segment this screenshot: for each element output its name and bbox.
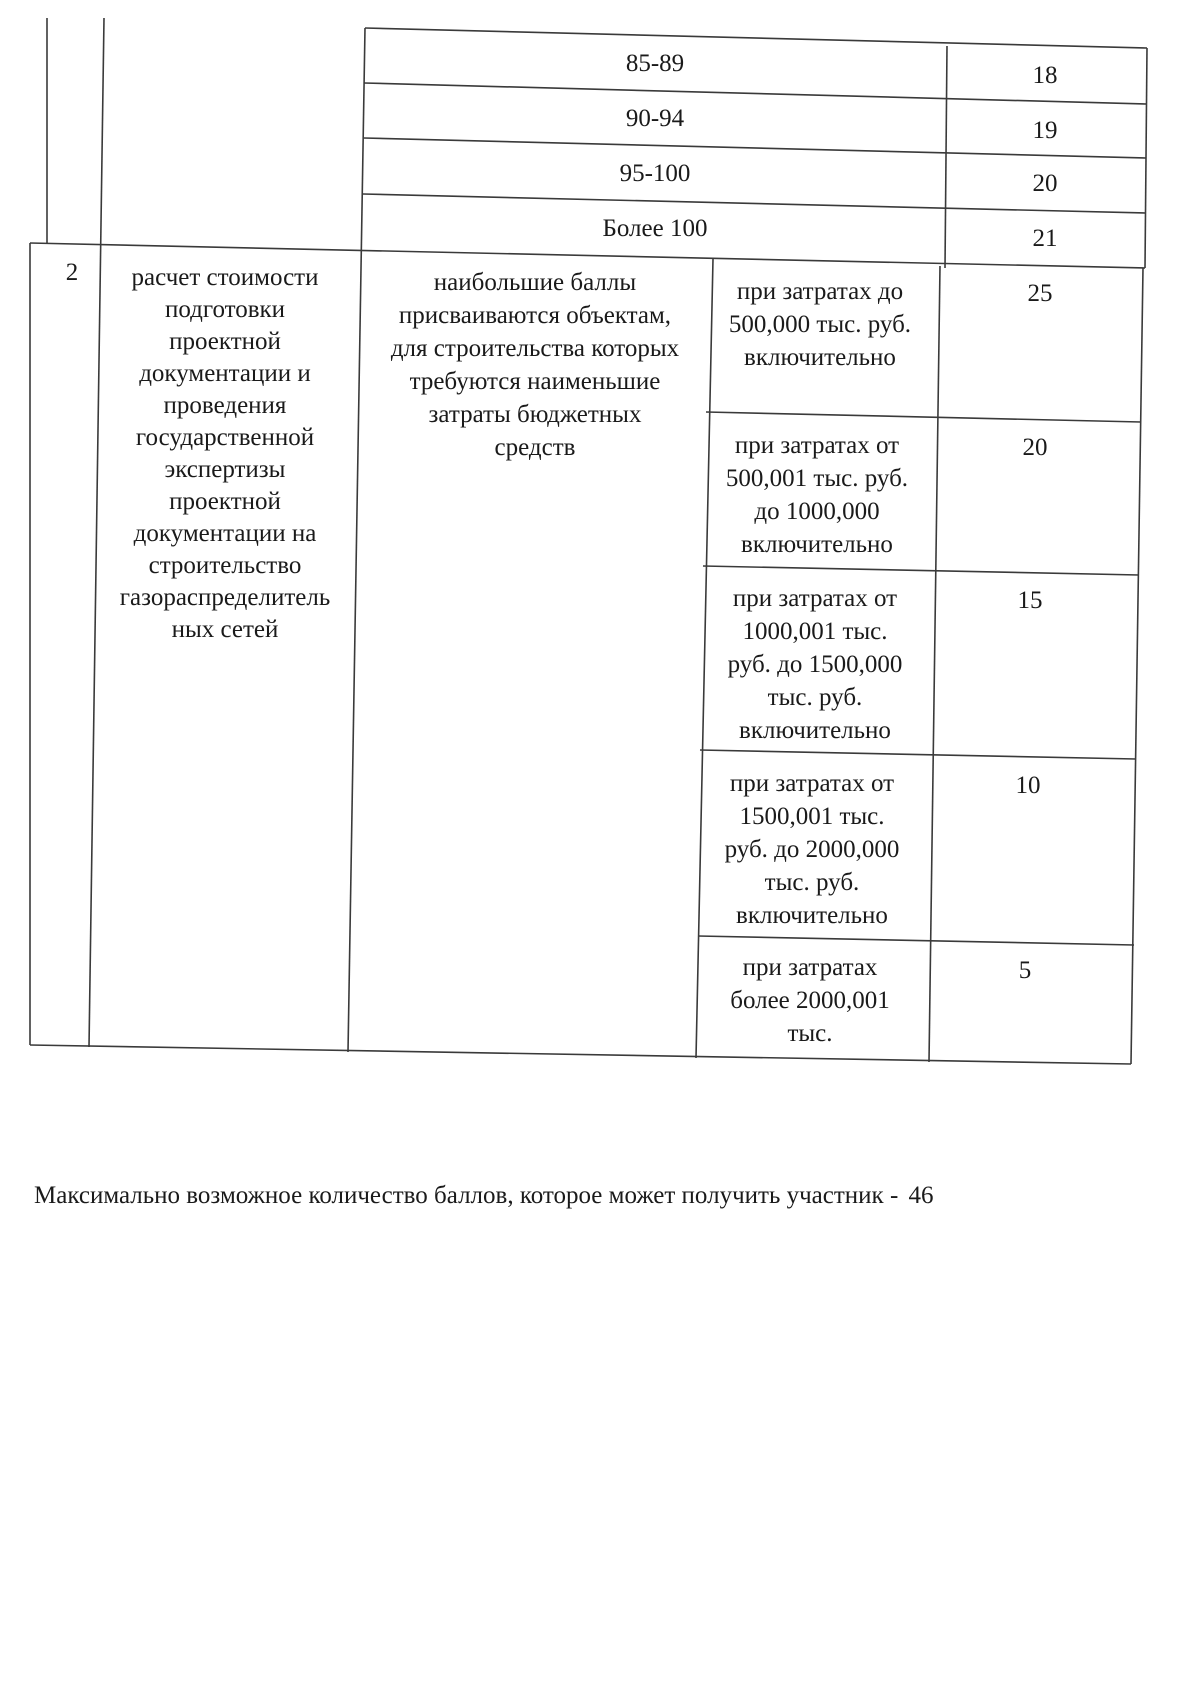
max-points-value: 46 bbox=[908, 1182, 934, 1209]
points-cell: 20 bbox=[1032, 170, 1058, 197]
points-cell: 19 bbox=[1032, 117, 1058, 144]
points-cell: 18 bbox=[1032, 62, 1058, 89]
points-cell: 21 bbox=[1032, 225, 1058, 252]
max-points-text: Максимально возможное количество баллов, которое может получить участник - bbox=[34, 1182, 899, 1209]
range-cell: 85-89 bbox=[625, 50, 685, 77]
range-cell: Более 100 bbox=[602, 215, 708, 242]
tier-points: 25 bbox=[1027, 280, 1053, 307]
document-page: 85-89 18 90-94 19 95-100 20 Более 100 21 2 расчет стоимости подготовки проектной документации и проведения государственной экспертизы проектной документации на строительство газораспределитель ных сетей наибольшие баллы присваиваются объектам, для строительства которых требуются наименьшие затраты бюджетных средств при затратах до 500,000 тыс. руб. включительно 25 при затратах от 500,001 тыс. руб. до 1000,000 включительно 20 при затратах от 1000,001 тыс. руб. до 1500,000 тыс. руб. включительно 15 при затратах от 1500,001 тыс. руб. до 2000,000 тыс. руб. включительно 10 при затратах более 2000,001 тыс. 5 Максимально возможное количество баллов, которое может получить участник - 46 bbox=[0, 0, 1200, 1695]
tier-points: 10 bbox=[1015, 772, 1041, 799]
tier-points: 5 bbox=[1018, 957, 1032, 984]
tier-points: 15 bbox=[1017, 587, 1043, 614]
row-number: 2 bbox=[65, 259, 79, 286]
range-cell: 95-100 bbox=[619, 160, 691, 187]
range-cell: 90-94 bbox=[625, 105, 685, 132]
tier-points: 20 bbox=[1022, 434, 1048, 461]
max-points-statement bbox=[30, 1180, 934, 1212]
